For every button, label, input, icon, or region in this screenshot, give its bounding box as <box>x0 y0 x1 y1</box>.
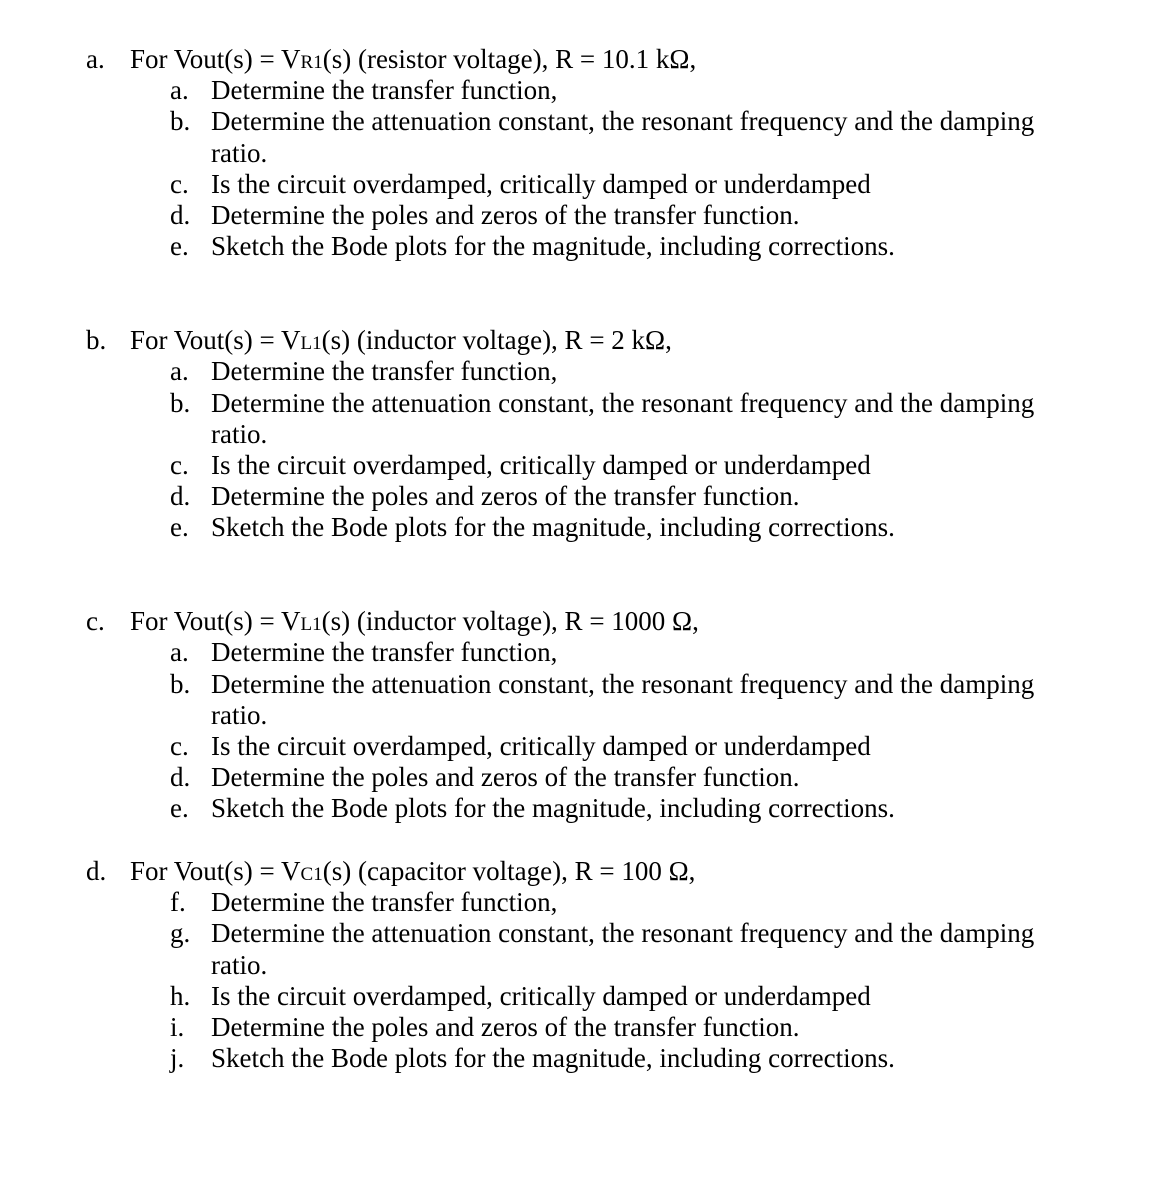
item-marker: d. <box>170 200 191 230</box>
item-text: Determine the attenuation constant, the resonant frequency and the damping <box>211 106 1035 136</box>
item-text: ratio. <box>211 419 268 449</box>
heading-fragment: (s) (resistor voltage), R = 10.1 kΩ, <box>322 44 697 74</box>
item-text: Sketch the Bode plots for the magnitude, including corrections. <box>211 1043 895 1073</box>
item-marker: a. <box>170 356 189 386</box>
item-text: ratio. <box>211 950 268 980</box>
heading-fragment: (s) (capacitor voltage), R = 100 Ω, <box>322 856 696 886</box>
item-marker: e. <box>170 793 189 823</box>
item-text: Determine the attenuation constant, the resonant frequency and the damping <box>211 388 1035 418</box>
item-text: Determine the poles and zeros of the transfer function. <box>211 1012 800 1042</box>
item-marker: d. <box>170 762 191 792</box>
heading-fragment: For Vout(s) = V <box>130 44 301 74</box>
item-text: Determine the transfer function, <box>211 356 558 386</box>
heading-fragment: (s) (inductor voltage), R = 1000 Ω, <box>321 606 699 636</box>
item-text: Is the circuit overdamped, critically damped or underdamped <box>211 450 871 480</box>
item-text: Determine the poles and zeros of the transfer function. <box>211 762 800 792</box>
item-marker: c. <box>170 169 189 199</box>
item-marker: i. <box>170 1012 185 1042</box>
item-marker: c. <box>170 731 189 761</box>
item-text: Determine the poles and zeros of the transfer function. <box>211 481 800 511</box>
item-text: Sketch the Bode plots for the magnitude, including corrections. <box>211 231 895 261</box>
section-heading-text <box>130 44 696 78</box>
voltage-subscript: C1 <box>300 864 323 885</box>
item-text: Sketch the Bode plots for the magnitude, including corrections. <box>211 512 895 542</box>
heading-fragment: For Vout(s) = V <box>130 856 301 886</box>
item-marker: b. <box>170 669 191 699</box>
item-marker: b. <box>170 106 191 136</box>
heading-fragment: For Vout(s) = V <box>130 606 301 636</box>
item-text: Determine the transfer function, <box>211 887 558 917</box>
item-marker: a. <box>170 637 189 667</box>
section-heading-text <box>130 856 695 890</box>
item-text: Determine the poles and zeros of the transfer function. <box>211 200 800 230</box>
section-marker: a. <box>86 44 105 74</box>
item-marker: h. <box>170 981 191 1011</box>
item-text: ratio. <box>211 138 268 168</box>
voltage-subscript: R1 <box>300 52 323 73</box>
section-heading-text <box>130 606 699 640</box>
heading-fragment: For Vout(s) = V <box>130 325 301 355</box>
item-marker: f. <box>170 887 186 917</box>
section-marker: c. <box>86 606 105 636</box>
item-marker: e. <box>170 512 189 542</box>
item-marker: b. <box>170 388 191 418</box>
item-marker: g. <box>170 918 191 948</box>
item-text: Determine the transfer function, <box>211 637 558 667</box>
item-text: Determine the attenuation constant, the resonant frequency and the damping <box>211 918 1035 948</box>
heading-fragment: (s) (inductor voltage), R = 2 kΩ, <box>321 325 672 355</box>
item-marker: c. <box>170 450 189 480</box>
item-text: Sketch the Bode plots for the magnitude, including corrections. <box>211 793 895 823</box>
section-marker: b. <box>86 325 107 355</box>
item-text: Is the circuit overdamped, critically damped or underdamped <box>211 731 871 761</box>
voltage-subscript: L1 <box>300 614 322 635</box>
item-text: Determine the attenuation constant, the resonant frequency and the damping <box>211 669 1035 699</box>
section-heading-text <box>130 325 672 359</box>
item-marker: a. <box>170 75 189 105</box>
item-marker: j. <box>170 1043 185 1073</box>
item-text: Is the circuit overdamped, critically damped or underdamped <box>211 981 871 1011</box>
item-text: Is the circuit overdamped, critically damped or underdamped <box>211 169 871 199</box>
item-text: Determine the transfer function, <box>211 75 558 105</box>
item-marker: d. <box>170 481 191 511</box>
section-marker: d. <box>86 856 107 886</box>
voltage-subscript: L1 <box>300 333 322 354</box>
item-text: ratio. <box>211 700 268 730</box>
item-marker: e. <box>170 231 189 261</box>
